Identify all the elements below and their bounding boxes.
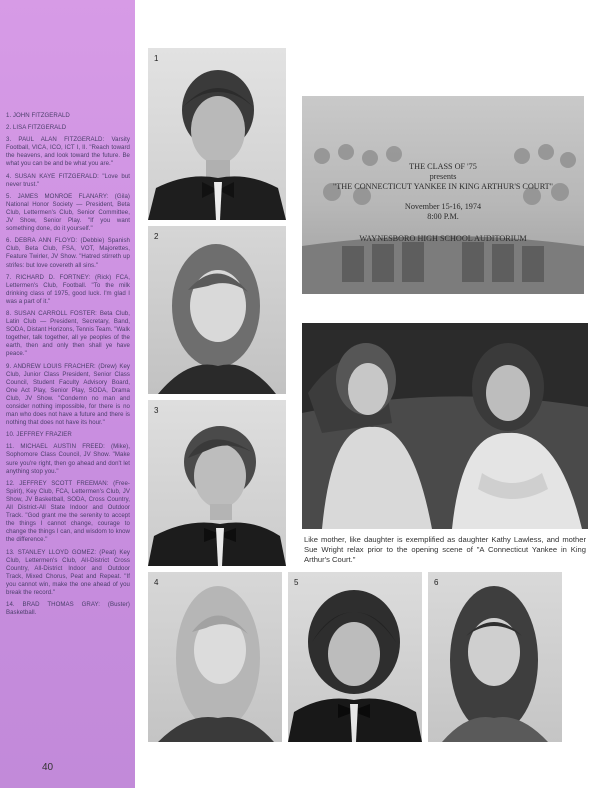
photo-number: 4	[154, 578, 159, 587]
portrait-photo-5	[288, 572, 422, 742]
poster-time: 8:00 P.M.	[427, 212, 459, 221]
portrait-photo-2	[148, 226, 286, 394]
bio-entry: 14. BRAD THOMAS GRAY: (Buster) Basketball.	[6, 601, 130, 617]
bio-entry: 4. SUSAN KAYE FITZGERALD: "Love but never trust."	[6, 172, 130, 188]
bio-entry: 2. LISA FITZGERALD	[6, 124, 67, 132]
bio-entry: 7. RICHARD D. FORTNEY: (Rick) FCA, Lettermen's Club, Football. "To the milk drinking class of 1975, good luck. I'm glad I was a part of it."	[6, 273, 130, 305]
page-number: 40	[42, 762, 54, 773]
photo-number: 3	[154, 406, 159, 415]
photo-number: 2	[154, 232, 159, 241]
photo-number: 5	[294, 578, 299, 587]
bio-entry: 13. STANLEY LLOYD GOMEZ: (Peat) Key Club, Lettermen's Club, All-District Cross Country, All-District Indoor and Outdoor Track, Mixed Chorus, Peat and Repeat. "If you cannot win, make the one ahead of you break the record."	[6, 548, 130, 596]
portrait-photo-4	[148, 572, 282, 742]
photo-number: 6	[434, 578, 439, 587]
candid-caption: Like mother, like daughter is exemplified as daughter Kathy Lawless, and mother Sue Wright relax prior to the opening scene of "A Connecticut Yankee in King Arthur's Court."	[304, 535, 586, 564]
portrait-photo-3	[148, 400, 286, 566]
bio-entry: 8. SUSAN CARROLL FOSTER: Beta Club, Latin Club — President, Secretary, Band, SODA, Distant Horizons, Tennis Team. "Walk together, talk together, all ye peoples of the earth, then and only then shall ye have peace."	[6, 309, 130, 358]
poster-venue: WAYNESBORO HIGH SCHOOL AUDITORIUM	[359, 234, 527, 243]
poster-class-title: THE CLASS OF '75	[409, 162, 477, 171]
photo-number: 1	[154, 54, 159, 63]
bio-entry: 11. MICHAEL AUSTIN FREED: (Mike), Sophomore Class Council, JV Show. "Make sure you're right, then go ahead and don't let anything stop you."	[6, 443, 130, 475]
candid-photo	[302, 323, 588, 529]
bio-list	[6, 112, 130, 621]
bio-entry: 6. DEBRA ANN FLOYD: (Debbie) Spanish Club, Beta Club, FSA, VOT, Majorettes, Feature Twirler, JV Show. "Hatred stirreth up strifes: but love covereth all sins."	[6, 237, 130, 269]
poster-presents: presents	[429, 172, 457, 181]
bio-entry: 1. JOHN FITZGERALD	[6, 112, 70, 119]
bio-entry: 12. JEFFREY SCOTT FREEMAN: (Free-Spirit), Key Club, FCA, Lettermen's Club, JV Show, JV Basketball, SODA, Cross Country, All District-All State Indoor and Outdoor Track. "God grant me the serenity to accept the things I cannot change, courage to change the things I can, and wisdom to know the difference."	[6, 479, 130, 544]
poster-dates: November 15-16, 1974	[404, 202, 482, 211]
bio-entry: 3. PAUL ALAN FITZGERALD: Varsity Football, VICA, ICO, ICT I, II. "Reach toward the heavens, and look toward the future. Be what you can be and be what you are."	[6, 136, 130, 168]
bio-entry: 5. JAMES MONROE FLANARY: (Gila) National Honor Society — President, Beta Club, Lettermen's Club, Senior Committee, JV Show, Senior Play. "If you want something done, do it yourself."	[6, 192, 130, 233]
poster-play-title: "THE CONNECTICUT YANKEE IN KING ARTHUR'S COURT"	[332, 182, 554, 191]
bio-entry: 10. JEFFREY FRAZIER	[6, 431, 72, 439]
portrait-photo-1	[148, 48, 286, 220]
bio-entry: 9. ANDREW LOUIS FRACHER: (Drew) Key Club, Junior Class President, Senior Class Council, Student Faculty Advisory Board, One Act Play, Senior Play, SODA, Drama Club, JV Show. "Condemn no man and consider nothing impossible, for there is no man who does not have a future and there is nothing that does not have its hour."	[6, 362, 130, 427]
auditorium-poster-photo	[302, 96, 584, 294]
sidebar-panel	[0, 0, 135, 788]
portrait-photo-6	[428, 572, 562, 742]
